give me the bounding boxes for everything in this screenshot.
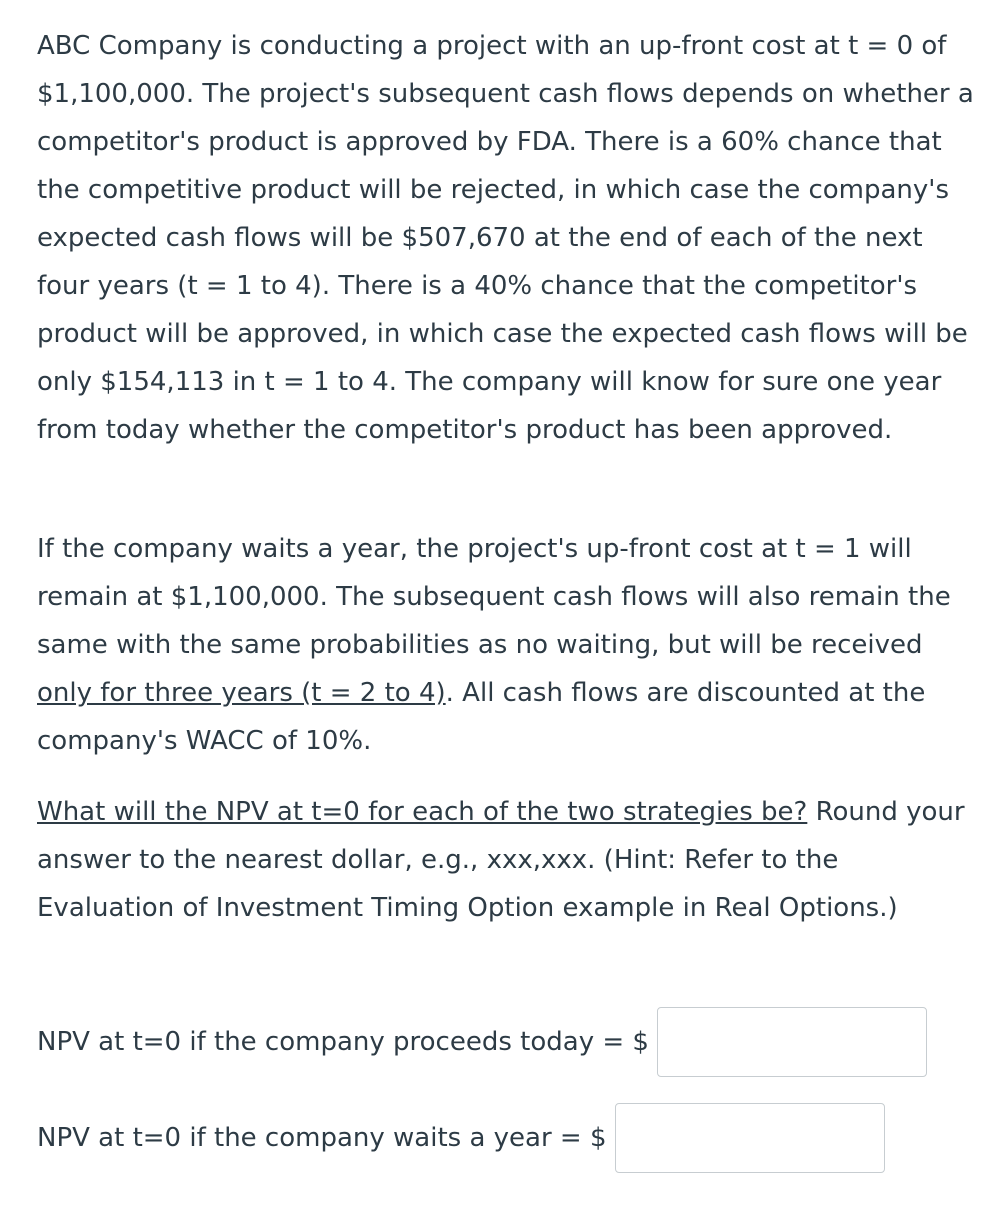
answer-label-proceed-today: NPV at t=0 if the company proceeds today = $ [37, 1027, 649, 1057]
paragraph-2-underlined-text: only for three years (t = 2 to 4) [37, 678, 446, 708]
rounding-instructions: Round your answer to the nearest dollar, e.g., xxx,xxx. (Hint: Refer to the Evaluation of Investment Timing Option example in Real Options.) [37, 797, 965, 923]
problem-paragraph-3 [37, 788, 977, 932]
npv-wait-a-year-input[interactable] [615, 1103, 885, 1173]
problem-paragraph-2 [37, 525, 977, 765]
question-prompt-underlined: What will the NPV at t=0 for each of the two strategies be? [37, 797, 808, 827]
answer-row-wait-a-year [37, 1101, 885, 1175]
paragraph-2-text-start: If the company waits a year, the project's up-front cost at t = 1 will remain at $1,100,000. The subsequent cash flows will also remain the same with the same probabilities as no waiting, but will be received [37, 534, 951, 660]
npv-proceed-today-input[interactable] [657, 1007, 927, 1077]
answer-label-wait-a-year: NPV at t=0 if the company waits a year = $ [37, 1123, 607, 1153]
paragraph-2-text-end: . All cash flows are discounted at the company's WACC of 10%. [37, 678, 926, 756]
problem-paragraph-1: ABC Company is conducting a project with an up-front cost at t = 0 of $1,100,000. The project's subsequent cash flows depends on whether a competitor's product is approved by FDA. There is a 60% chance that the competitive product will be rejected, in which case the company's expected cash flows will be $507,670 at the end of each of the next four years (t = 1 to 4). There is a 40% chance that the competitor's product will be approved, in which case the expected cash flows will be only $154,113 in t = 1 to 4. The company will know for sure one year from today whether the competitor's product has been approved. [37, 31, 974, 445]
answer-row-proceed-today [37, 1005, 927, 1079]
